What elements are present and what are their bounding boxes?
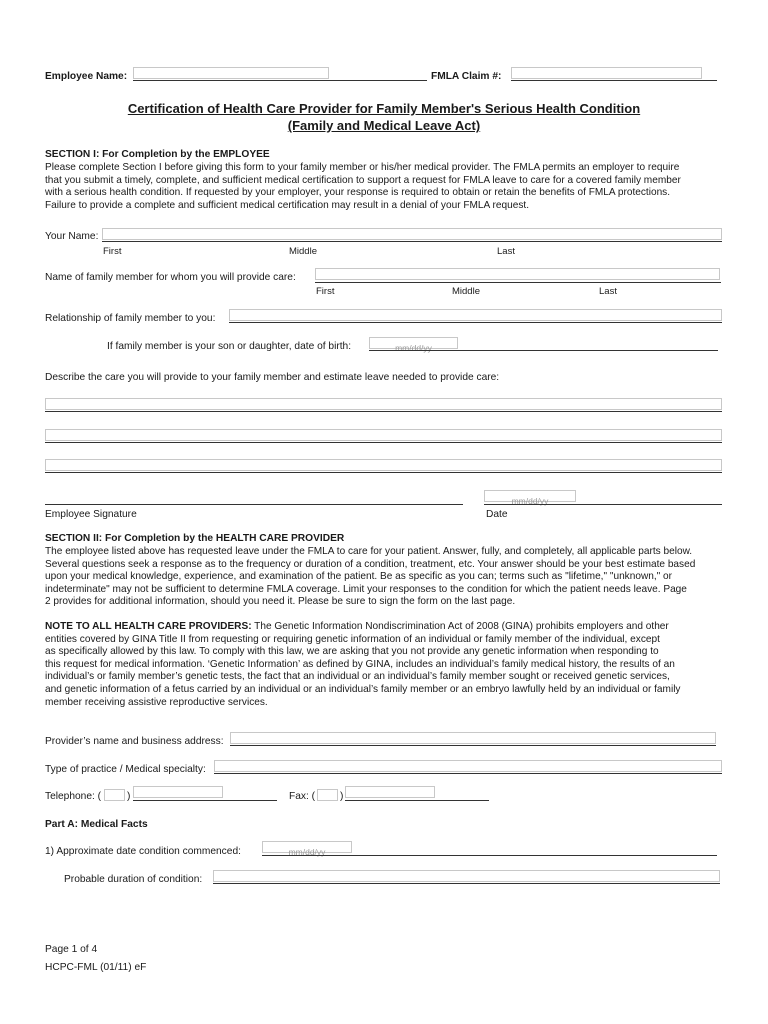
family-member-first-caption: First [316, 286, 335, 297]
gina-note-line: and genetic information of a fetus carried by an individual or an individual’s family member or an embryo lawfully held by an individual or family [45, 683, 681, 695]
section2-intro-line: indeterminate" may not be sufficient to determine FMLA coverage. Limit your responses to the condition for which the patient needs leave. Page [45, 583, 687, 595]
employee-name-label: Employee Name: [45, 71, 128, 82]
dob-date-field[interactable] [369, 337, 458, 349]
q1-date-commenced-label: 1) Approximate date condition commenced: [45, 846, 241, 857]
provider-name-address-field[interactable] [230, 732, 716, 744]
condition-commenced-date-field[interactable] [262, 841, 352, 853]
relationship-label: Relationship of family member to you: [45, 313, 216, 324]
dob-underline [369, 350, 718, 351]
section1-intro-line: Failure to provide a complete and sufficient medical certification may result in a denial of your FMLA request. [45, 199, 529, 211]
section2-intro-line: The employee listed above has requested leave under the FMLA to care for your patient. Answer, fully, and completely, all applicable parts below. [45, 546, 693, 557]
gina-note-line: as specifically allowed by this law. To comply with this law, we are asking that you not provide any genetic information when responding to [45, 646, 659, 658]
dob-label: If family member is your son or daughter, date of birth: [107, 341, 352, 352]
page-number: Page 1 of 4 [45, 944, 98, 955]
gina-note-first-line-rest: The Genetic Information Nondiscrimination Act of 2008 (GINA) prohibits employers and other [251, 621, 669, 632]
section2-intro [45, 546, 723, 609]
care-line-1-underline [45, 411, 722, 412]
care-description-line-2[interactable] [45, 429, 722, 441]
section1-intro-line: that you submit a timely, complete, and sufficient medical certification to support a request for FMLA leave to care for a covered family member [45, 174, 681, 186]
gina-note-line: member receiving assistive reproductive services. [45, 696, 268, 708]
fax-label: Fax: ( [289, 791, 316, 802]
family-member-label: Name of family member for whom you will provide care: [45, 272, 296, 283]
provider-label: Provider’s name and business address: [45, 736, 224, 747]
gina-note-line: this request for medical information. ‘Genetic Information’ as defined by GINA, includes an individual’s family medical history, the results of an [45, 658, 675, 670]
form-id: HCPC-FML (01/11) eF [45, 962, 147, 973]
fax-paren-close: ) [340, 791, 344, 802]
describe-care-label: Describe the care you will provide to your family member and estimate leave needed to provide care: [45, 372, 500, 383]
signature-date-label: Date [486, 509, 508, 520]
provider-underline [230, 745, 716, 746]
form-title: Certification of Health Care Provider for Family Member's Serious Health Condition [127, 101, 641, 116]
telephone-underline [133, 800, 277, 801]
relationship-field[interactable] [229, 309, 722, 321]
fax-number-field[interactable] [345, 786, 435, 798]
duration-label: Probable duration of condition: [64, 874, 203, 885]
your-name-underline [102, 241, 722, 242]
family-member-last-caption: Last [599, 286, 617, 297]
signature-date-underline [484, 504, 722, 505]
signature-date-field[interactable] [484, 490, 576, 502]
your-name-middle-caption: Middle [289, 246, 317, 257]
care-line-2-underline [45, 442, 722, 443]
care-description-line-3[interactable] [45, 459, 722, 471]
relationship-underline [229, 322, 722, 323]
telephone-paren-close: ) [127, 791, 131, 802]
fmla-claim-underline [511, 80, 717, 81]
family-member-name-field[interactable] [315, 268, 720, 280]
employee-name-underline [133, 80, 427, 81]
telephone-number-field[interactable] [133, 786, 223, 798]
employee-signature-label: Employee Signature [45, 509, 137, 520]
part-a-heading: Part A: Medical Facts [45, 819, 148, 830]
fax-underline [345, 800, 489, 801]
section1-heading: SECTION I: For Completion by the EMPLOYEE [45, 149, 270, 160]
practice-underline [214, 773, 722, 774]
duration-underline [213, 883, 720, 884]
your-name-field[interactable] [102, 228, 722, 240]
gina-note-first-line [45, 621, 723, 634]
gina-note-line: entities covered by GINA Title II from requesting or requiring genetic information of an individual or family member of the individual, except [45, 633, 660, 645]
your-name-label: Your Name: [45, 231, 99, 242]
practice-label: Type of practice / Medical specialty: [45, 764, 206, 775]
section2-intro-line: 2 provides for additional information, should you need it. Please be sure to sign the form on the last page. [45, 596, 516, 608]
your-name-first-caption: First [103, 246, 122, 257]
telephone-area-code-field[interactable] [104, 789, 125, 801]
employee-name-field[interactable] [133, 67, 329, 79]
telephone-label: Telephone: ( [45, 791, 102, 802]
family-member-middle-caption: Middle [452, 286, 480, 297]
section2-heading: SECTION II: For Completion by the HEALTH CARE PROVIDER [45, 533, 345, 544]
section1-intro [45, 162, 723, 212]
condition-commenced-underline [262, 855, 717, 856]
care-description-line-1[interactable] [45, 398, 722, 410]
section1-intro-line: Please complete Section I before giving this form to your family member or his/her medical provider. The FMLA permits an employer to require [45, 162, 680, 173]
section2-intro-line: upon your medical knowledge, experience, and examination of the patient. Be as specific as you can; terms such as "lifetime," "unknown," or [45, 571, 673, 583]
practice-specialty-field[interactable] [214, 760, 722, 772]
family-member-underline [315, 282, 721, 283]
form-subtitle: (Family and Medical Leave Act) [287, 118, 481, 133]
fax-area-code-field[interactable] [317, 789, 338, 801]
your-name-last-caption: Last [497, 246, 515, 257]
condition-duration-field[interactable] [213, 870, 720, 882]
section2-intro-line: Several questions seek a response as to the frequency or duration of a condition, treatment, etc. Your answer should be your best estimate based [45, 558, 696, 570]
employee-signature-line[interactable] [45, 504, 463, 505]
fmla-claim-label: FMLA Claim #: [431, 71, 502, 82]
gina-note-line: individual’s or family member’s genetic tests, the fact that an individual or an individual’s family member sought or received genetic services, [45, 671, 670, 683]
care-line-3-underline [45, 472, 722, 473]
gina-note-heading: NOTE TO ALL HEALTH CARE PROVIDERS: [45, 621, 252, 632]
section1-intro-line: with a serious health condition. If requested by your employer, your response is required to obtain or retain the benefits of FMLA protections. [45, 187, 671, 199]
gina-note [45, 621, 723, 709]
fmla-claim-field[interactable] [511, 67, 702, 79]
